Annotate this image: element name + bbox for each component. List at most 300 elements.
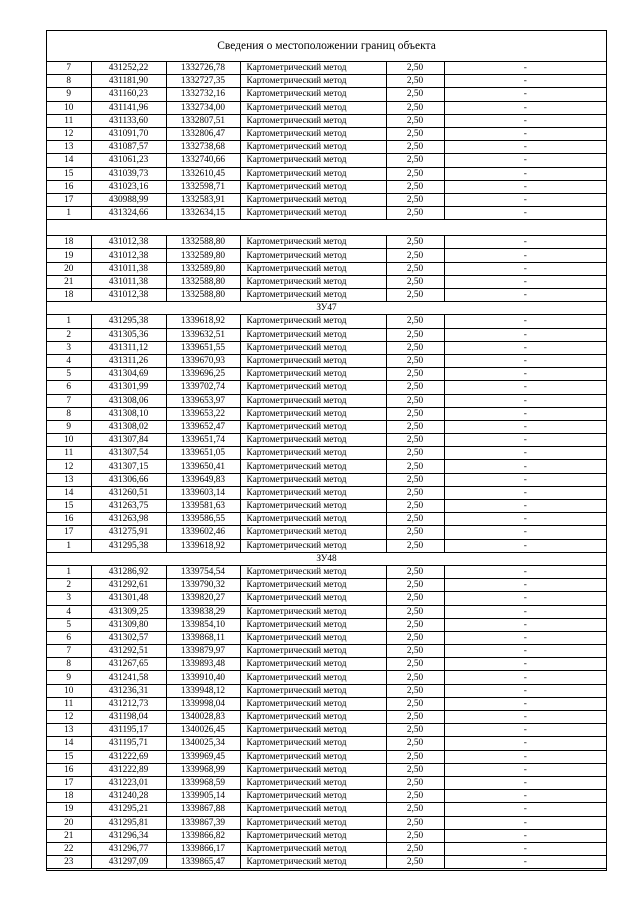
precision-cell: 2,50: [386, 592, 444, 605]
precision-cell: 2,50: [386, 684, 444, 697]
table-row: [47, 724, 606, 737]
y-coordinate-cell: 1339866,17: [166, 842, 240, 855]
precision-cell: 2,50: [386, 236, 444, 249]
point-number-cell: 8: [47, 75, 91, 88]
y-coordinate-cell: 1339867,88: [166, 803, 240, 816]
x-coordinate-cell: 431286,92: [91, 565, 166, 578]
precision-cell: 2,50: [386, 618, 444, 631]
note-cell: -: [444, 275, 606, 288]
x-coordinate-cell: 431275,91: [91, 526, 166, 539]
note-cell: -: [444, 763, 606, 776]
method-cell: Картометрический метод: [240, 101, 386, 114]
note-cell: -: [444, 341, 606, 354]
precision-cell: 2,50: [386, 381, 444, 394]
precision-cell: 2,50: [386, 249, 444, 262]
precision-cell: 2,50: [386, 193, 444, 206]
table-row: [47, 447, 606, 460]
table-row: [47, 394, 606, 407]
method-cell: Картометрический метод: [240, 724, 386, 737]
precision-cell: 2,50: [386, 526, 444, 539]
table-row: [47, 315, 606, 328]
method-cell: Картометрический метод: [240, 127, 386, 140]
y-coordinate-cell: 1332726,78: [166, 62, 240, 75]
point-number-cell: 18: [47, 289, 91, 302]
point-number-cell: 5: [47, 618, 91, 631]
table-row: [47, 262, 606, 275]
table-row: [47, 249, 606, 262]
note-cell: -: [444, 354, 606, 367]
table-row: [47, 539, 606, 552]
x-coordinate-cell: 431292,51: [91, 645, 166, 658]
y-coordinate-cell: 1339867,39: [166, 816, 240, 829]
table-row: [47, 803, 606, 816]
point-number-cell: 7: [47, 394, 91, 407]
note-cell: -: [444, 750, 606, 763]
precision-cell: 2,50: [386, 816, 444, 829]
method-cell: Картометрический метод: [240, 816, 386, 829]
note-cell: -: [444, 289, 606, 302]
precision-cell: 2,50: [386, 262, 444, 275]
precision-cell: 2,50: [386, 539, 444, 552]
y-coordinate-cell: 1332610,45: [166, 167, 240, 180]
precision-cell: 2,50: [386, 394, 444, 407]
x-coordinate-cell: 431241,58: [91, 671, 166, 684]
table-row: [47, 328, 606, 341]
note-cell: -: [444, 776, 606, 789]
note-cell: -: [444, 711, 606, 724]
table-row: [47, 460, 606, 473]
method-cell: Картометрический метод: [240, 842, 386, 855]
x-coordinate-cell: 431292,61: [91, 579, 166, 592]
coordinates-table: [47, 61, 606, 869]
y-coordinate-cell: 1332589,80: [166, 262, 240, 275]
x-coordinate-cell: 431133,60: [91, 114, 166, 127]
y-coordinate-cell: 1332738,68: [166, 141, 240, 154]
point-number-cell: 18: [47, 236, 91, 249]
y-coordinate-cell: 1339754,54: [166, 565, 240, 578]
precision-cell: 2,50: [386, 763, 444, 776]
point-number-cell: 14: [47, 154, 91, 167]
y-coordinate-cell: 1339790,32: [166, 579, 240, 592]
point-number-cell: 14: [47, 737, 91, 750]
method-cell: Картометрический метод: [240, 193, 386, 206]
y-coordinate-cell: 1332588,80: [166, 275, 240, 288]
method-cell: Картометрический метод: [240, 180, 386, 193]
y-coordinate-cell: 1339868,11: [166, 631, 240, 644]
x-coordinate-cell: 431308,10: [91, 407, 166, 420]
note-cell: -: [444, 790, 606, 803]
precision-cell: 2,50: [386, 88, 444, 101]
y-coordinate-cell: 1339670,93: [166, 354, 240, 367]
point-number-cell: 10: [47, 101, 91, 114]
precision-cell: 2,50: [386, 114, 444, 127]
table-row: [47, 420, 606, 433]
note-cell: -: [444, 207, 606, 220]
method-cell: Картометрический метод: [240, 289, 386, 302]
method-cell: Картометрический метод: [240, 737, 386, 750]
point-number-cell: 5: [47, 368, 91, 381]
x-coordinate-cell: 431309,80: [91, 618, 166, 631]
note-cell: -: [444, 328, 606, 341]
y-coordinate-cell: 1332588,80: [166, 236, 240, 249]
table-row: [47, 75, 606, 88]
point-number-cell: 1: [47, 315, 91, 328]
note-cell: -: [444, 407, 606, 420]
method-cell: Картометрический метод: [240, 207, 386, 220]
point-number-cell: 19: [47, 249, 91, 262]
precision-cell: 2,50: [386, 790, 444, 803]
table-row: [47, 618, 606, 631]
method-cell: Картометрический метод: [240, 697, 386, 710]
y-coordinate-cell: 1339893,48: [166, 658, 240, 671]
note-cell: -: [444, 180, 606, 193]
note-cell: -: [444, 684, 606, 697]
point-number-cell: 13: [47, 473, 91, 486]
method-cell: Картометрический метод: [240, 829, 386, 842]
note-cell: -: [444, 645, 606, 658]
x-coordinate-cell: 431222,69: [91, 750, 166, 763]
note-cell: -: [444, 803, 606, 816]
note-cell: -: [444, 697, 606, 710]
note-cell: -: [444, 658, 606, 671]
y-coordinate-cell: 1339651,05: [166, 447, 240, 460]
point-number-cell: 9: [47, 88, 91, 101]
x-coordinate-cell: 431263,98: [91, 513, 166, 526]
y-coordinate-cell: 1332634,15: [166, 207, 240, 220]
point-number-cell: 1: [47, 539, 91, 552]
table-row: [47, 565, 606, 578]
table-row: [47, 671, 606, 684]
y-coordinate-cell: 1339854,10: [166, 618, 240, 631]
method-cell: Картометрический метод: [240, 394, 386, 407]
note-cell: -: [444, 154, 606, 167]
precision-cell: 2,50: [386, 829, 444, 842]
table-row: [47, 711, 606, 724]
note-cell: -: [444, 394, 606, 407]
note-cell: -: [444, 141, 606, 154]
y-coordinate-cell: 1339910,40: [166, 671, 240, 684]
x-coordinate-cell: 431223,01: [91, 776, 166, 789]
y-coordinate-cell: 1339602,46: [166, 526, 240, 539]
precision-cell: 2,50: [386, 724, 444, 737]
x-coordinate-cell: 431311,12: [91, 341, 166, 354]
point-number-cell: 15: [47, 167, 91, 180]
table-row: [47, 207, 606, 220]
note-cell: -: [444, 75, 606, 88]
y-coordinate-cell: 1340025,34: [166, 737, 240, 750]
method-cell: Картометрический метод: [240, 154, 386, 167]
y-coordinate-cell: 1339696,25: [166, 368, 240, 381]
method-cell: Картометрический метод: [240, 75, 386, 88]
table-row: [47, 658, 606, 671]
y-coordinate-cell: 1332588,80: [166, 289, 240, 302]
y-coordinate-cell: 1339651,74: [166, 434, 240, 447]
precision-cell: 2,50: [386, 180, 444, 193]
x-coordinate-cell: 431308,02: [91, 420, 166, 433]
precision-cell: 2,50: [386, 460, 444, 473]
precision-cell: 2,50: [386, 62, 444, 75]
method-cell: Картометрический метод: [240, 368, 386, 381]
method-cell: Картометрический метод: [240, 460, 386, 473]
x-coordinate-cell: 431195,71: [91, 737, 166, 750]
x-coordinate-cell: 431198,04: [91, 711, 166, 724]
note-cell: -: [444, 579, 606, 592]
precision-cell: 2,50: [386, 856, 444, 869]
point-number-cell: 6: [47, 631, 91, 644]
note-cell: -: [444, 513, 606, 526]
x-coordinate-cell: 431297,09: [91, 856, 166, 869]
precision-cell: 2,50: [386, 500, 444, 513]
point-number-cell: 23: [47, 856, 91, 869]
precision-cell: 2,50: [386, 328, 444, 341]
precision-cell: 2,50: [386, 420, 444, 433]
table-row: [47, 407, 606, 420]
point-number-cell: 8: [47, 658, 91, 671]
point-number-cell: 17: [47, 526, 91, 539]
x-coordinate-cell: 431181,90: [91, 75, 166, 88]
document-frame: [46, 30, 607, 871]
y-coordinate-cell: 1339603,14: [166, 486, 240, 499]
note-cell: -: [444, 539, 606, 552]
note-cell: -: [444, 565, 606, 578]
method-cell: Картометрический метод: [240, 592, 386, 605]
y-coordinate-cell: 1332740,66: [166, 154, 240, 167]
y-coordinate-cell: 1339653,97: [166, 394, 240, 407]
method-cell: Картометрический метод: [240, 486, 386, 499]
point-number-cell: 12: [47, 711, 91, 724]
point-number-cell: 11: [47, 697, 91, 710]
method-cell: Картометрический метод: [240, 407, 386, 420]
table-row: [47, 167, 606, 180]
method-cell: Картометрический метод: [240, 645, 386, 658]
table-row: [47, 101, 606, 114]
method-cell: Картометрический метод: [240, 711, 386, 724]
method-cell: Картометрический метод: [240, 513, 386, 526]
method-cell: Картометрический метод: [240, 763, 386, 776]
x-coordinate-cell: 431091,70: [91, 127, 166, 140]
table-row: [47, 631, 606, 644]
note-cell: -: [444, 500, 606, 513]
method-cell: Картометрический метод: [240, 328, 386, 341]
point-number-cell: 2: [47, 328, 91, 341]
blank-separator-row: [47, 220, 606, 236]
method-cell: Картометрический метод: [240, 236, 386, 249]
x-coordinate-cell: 431039,73: [91, 167, 166, 180]
blank-cell: [47, 220, 606, 236]
note-cell: -: [444, 486, 606, 499]
note-cell: -: [444, 447, 606, 460]
y-coordinate-cell: 1332589,80: [166, 249, 240, 262]
method-cell: Картометрический метод: [240, 579, 386, 592]
y-coordinate-cell: 1339998,04: [166, 697, 240, 710]
point-number-cell: 19: [47, 803, 91, 816]
x-coordinate-cell: 431301,99: [91, 381, 166, 394]
method-cell: Картометрический метод: [240, 315, 386, 328]
precision-cell: 2,50: [386, 711, 444, 724]
table-row: [47, 856, 606, 869]
precision-cell: 2,50: [386, 605, 444, 618]
note-cell: -: [444, 671, 606, 684]
precision-cell: 2,50: [386, 354, 444, 367]
x-coordinate-cell: 431295,38: [91, 539, 166, 552]
section-header-row: [47, 302, 606, 315]
table-row: [47, 289, 606, 302]
y-coordinate-cell: 1339586,55: [166, 513, 240, 526]
table-row: [47, 127, 606, 140]
method-cell: Картометрический метод: [240, 262, 386, 275]
page-title: Сведения о местоположении границ объекта: [47, 31, 606, 62]
point-number-cell: 10: [47, 684, 91, 697]
table-row: [47, 776, 606, 789]
y-coordinate-cell: 1340028,83: [166, 711, 240, 724]
precision-cell: 2,50: [386, 579, 444, 592]
precision-cell: 2,50: [386, 434, 444, 447]
method-cell: Картометрический метод: [240, 354, 386, 367]
point-number-cell: 9: [47, 671, 91, 684]
method-cell: Картометрический метод: [240, 381, 386, 394]
x-coordinate-cell: 431296,77: [91, 842, 166, 855]
table-row: [47, 842, 606, 855]
x-coordinate-cell: 431212,73: [91, 697, 166, 710]
y-coordinate-cell: 1339581,63: [166, 500, 240, 513]
x-coordinate-cell: 431222,89: [91, 763, 166, 776]
method-cell: Картометрический метод: [240, 88, 386, 101]
x-coordinate-cell: 431296,34: [91, 829, 166, 842]
precision-cell: 2,50: [386, 565, 444, 578]
note-cell: -: [444, 420, 606, 433]
x-coordinate-cell: 431311,26: [91, 354, 166, 367]
x-coordinate-cell: 431307,84: [91, 434, 166, 447]
x-coordinate-cell: 431260,51: [91, 486, 166, 499]
x-coordinate-cell: 431011,38: [91, 275, 166, 288]
note-cell: -: [444, 114, 606, 127]
method-cell: Картометрический метод: [240, 565, 386, 578]
x-coordinate-cell: 431023,16: [91, 180, 166, 193]
x-coordinate-cell: 431307,15: [91, 460, 166, 473]
note-cell: -: [444, 193, 606, 206]
point-number-cell: 20: [47, 262, 91, 275]
x-coordinate-cell: 431263,75: [91, 500, 166, 513]
x-coordinate-cell: 431309,25: [91, 605, 166, 618]
note-cell: -: [444, 631, 606, 644]
x-coordinate-cell: 431061,23: [91, 154, 166, 167]
method-cell: Картометрический метод: [240, 420, 386, 433]
y-coordinate-cell: 1340026,45: [166, 724, 240, 737]
y-coordinate-cell: 1332727,35: [166, 75, 240, 88]
point-number-cell: 10: [47, 434, 91, 447]
coordinates-table-body: [47, 62, 606, 869]
x-coordinate-cell: 431087,57: [91, 141, 166, 154]
point-number-cell: 12: [47, 460, 91, 473]
table-row: [47, 790, 606, 803]
precision-cell: 2,50: [386, 275, 444, 288]
x-coordinate-cell: 431011,38: [91, 262, 166, 275]
y-coordinate-cell: 1339618,92: [166, 539, 240, 552]
point-number-cell: 15: [47, 500, 91, 513]
method-cell: Картометрический метод: [240, 671, 386, 684]
x-coordinate-cell: 431012,38: [91, 236, 166, 249]
note-cell: -: [444, 62, 606, 75]
x-coordinate-cell: 431012,38: [91, 249, 166, 262]
section-label: ЗУ47: [47, 302, 606, 315]
precision-cell: 2,50: [386, 207, 444, 220]
method-cell: Картометрический метод: [240, 167, 386, 180]
table-row: [47, 114, 606, 127]
note-cell: -: [444, 856, 606, 869]
note-cell: -: [444, 315, 606, 328]
precision-cell: 2,50: [386, 671, 444, 684]
note-cell: -: [444, 262, 606, 275]
point-number-cell: 1: [47, 207, 91, 220]
precision-cell: 2,50: [386, 154, 444, 167]
point-number-cell: 1: [47, 565, 91, 578]
x-coordinate-cell: 431236,31: [91, 684, 166, 697]
table-row: [47, 141, 606, 154]
x-coordinate-cell: 431305,36: [91, 328, 166, 341]
note-cell: -: [444, 434, 606, 447]
table-row: [47, 750, 606, 763]
x-coordinate-cell: 431252,22: [91, 62, 166, 75]
method-cell: Картометрический метод: [240, 114, 386, 127]
y-coordinate-cell: 1339649,83: [166, 473, 240, 486]
table-row: [47, 193, 606, 206]
precision-cell: 2,50: [386, 75, 444, 88]
x-coordinate-cell: 431295,38: [91, 315, 166, 328]
y-coordinate-cell: 1339651,55: [166, 341, 240, 354]
method-cell: Картометрический метод: [240, 618, 386, 631]
method-cell: Картометрический метод: [240, 750, 386, 763]
note-cell: -: [444, 381, 606, 394]
note-cell: -: [444, 88, 606, 101]
point-number-cell: 13: [47, 724, 91, 737]
point-number-cell: 18: [47, 790, 91, 803]
y-coordinate-cell: 1339652,47: [166, 420, 240, 433]
point-number-cell: 14: [47, 486, 91, 499]
y-coordinate-cell: 1339969,45: [166, 750, 240, 763]
precision-cell: 2,50: [386, 141, 444, 154]
note-cell: -: [444, 127, 606, 140]
point-number-cell: 7: [47, 645, 91, 658]
table-row: [47, 486, 606, 499]
y-coordinate-cell: 1339879,97: [166, 645, 240, 658]
method-cell: Картометрический метод: [240, 631, 386, 644]
table-row: [47, 829, 606, 842]
method-cell: Картометрический метод: [240, 341, 386, 354]
x-coordinate-cell: 431304,69: [91, 368, 166, 381]
y-coordinate-cell: 1339968,59: [166, 776, 240, 789]
note-cell: -: [444, 737, 606, 750]
x-coordinate-cell: 431195,17: [91, 724, 166, 737]
table-row: [47, 236, 606, 249]
x-coordinate-cell: 431295,81: [91, 816, 166, 829]
table-row: [47, 381, 606, 394]
table-row: [47, 645, 606, 658]
method-cell: Картометрический метод: [240, 856, 386, 869]
note-cell: -: [444, 101, 606, 114]
section-label: ЗУ48: [47, 552, 606, 565]
y-coordinate-cell: 1339820,27: [166, 592, 240, 605]
note-cell: -: [444, 605, 606, 618]
table-row: [47, 500, 606, 513]
method-cell: Картометрический метод: [240, 62, 386, 75]
table-row: [47, 62, 606, 75]
table-row: [47, 434, 606, 447]
x-coordinate-cell: 431240,28: [91, 790, 166, 803]
method-cell: Картометрический метод: [240, 434, 386, 447]
y-coordinate-cell: 1332806,47: [166, 127, 240, 140]
section-header-row: [47, 552, 606, 565]
y-coordinate-cell: 1339632,51: [166, 328, 240, 341]
